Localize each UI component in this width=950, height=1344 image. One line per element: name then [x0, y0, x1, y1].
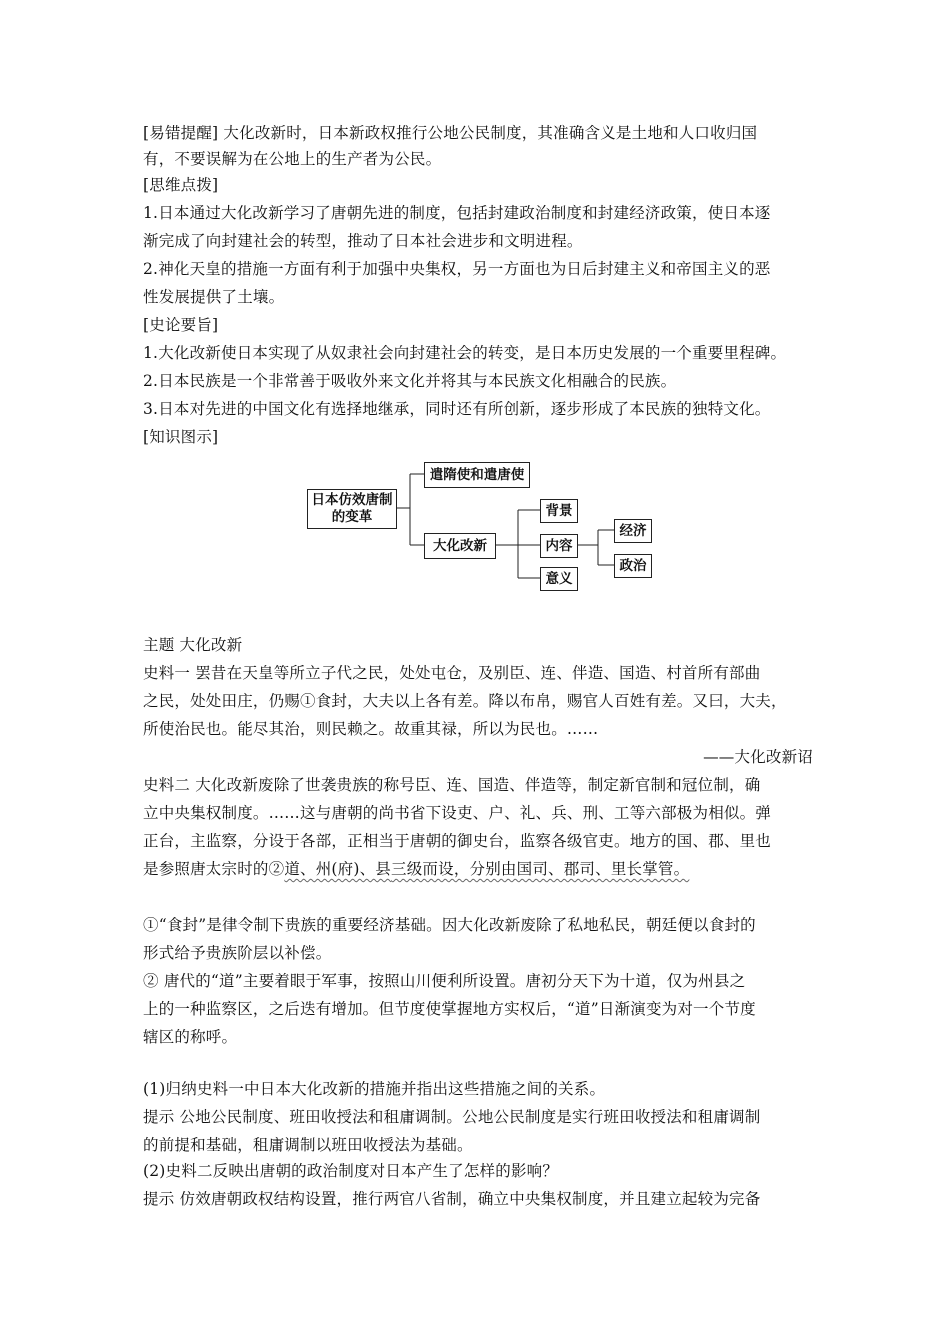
topic-title: 主题 大化改新: [143, 636, 243, 654]
knowledge-heading: [知识图示]: [143, 428, 219, 446]
diagram-content-box: 内容: [540, 534, 578, 558]
question-two: (2)史料二反映出唐朝的政治制度对日本产生了怎样的影响？: [143, 1162, 559, 1180]
note-two-line-2: 上的一种监察区，之后迭有增加。但节度使掌握地方实权后，“道”日渐演变为对一个节度: [143, 1000, 756, 1018]
thinking-point-1b: 渐完成了向封建社会的转型，推动了日本社会进步和文明进程。: [143, 232, 583, 250]
thinking-point-1a: 1.日本通过大化改新学习了唐朝先进的制度，包括封建政治制度和封建经济政策，使日本逐: [143, 204, 771, 222]
source-two-line-4: [143, 856, 813, 882]
source-one-line-3: 所使治民也。能尽其治，则民赖之。故重其禄，所以为民也。……: [143, 720, 599, 738]
diagram-taika-reform-box: 大化改新: [424, 533, 496, 559]
source-one-line-2: 之民，处处田庄，仍赐①食封，大夫以上各有差。降以布帛，赐官人百姓有差。又曰，大夫，: [143, 692, 787, 710]
thinking-point-2a: 2.神化天皇的措施一方面有利于加强中央集权，另一方面也为日后封建主义和帝国主义的恶: [143, 260, 771, 278]
source-two-line-2: 立中央集权制度。……这与唐朝的尚书省下设吏、户、礼、兵、刑、工等六部极为相似。弹: [143, 804, 772, 822]
answer-one-line-1: 提示 公地公民制度、班田收授法和租庸调制。公地公民制度是实行班田收授法和租庸调制: [143, 1108, 761, 1126]
diagram-meaning-box: 意义: [540, 567, 578, 591]
thinking-point-2b: 性发展提供了土壤。: [143, 288, 285, 306]
diagram-economy-box: 经济: [614, 519, 652, 543]
history-point-3: 3.日本对先进的中国文化有选择地继承，同时还有所创新，逐步形成了本民族的独特文化。: [143, 400, 771, 418]
history-point-1: 1.大化改新使日本实现了从奴隶社会向封建社会的转变，是日本历史发展的一个重要里程碑。: [143, 344, 787, 362]
thinking-heading: [思维点拨]: [143, 176, 219, 194]
source-two-line-1: 史料二 大化改新废除了世袭贵族的称号臣、连、国造、伴造等，制定新官制和冠位制，确: [143, 776, 761, 794]
diagram-background-box: 背景: [540, 499, 578, 523]
diagram-root-box: 日本仿效唐制的变革: [307, 489, 397, 529]
source-two-line-4-end: 三级而设，分别由国司、郡司、里长掌管。: [391, 860, 690, 878]
diagram-envoys-box: 遣隋使和遣唐使: [424, 462, 530, 488]
error-tip-line-2: 有，不要误解为在公地上的生产者为公民。: [143, 150, 442, 168]
question-one: (1)归纳史料一中日本大化改新的措施并指出这些措施之间的关系。: [143, 1080, 606, 1098]
source-two-line-4-start: 是参照唐太宗时的②: [143, 860, 285, 878]
note-one-line-1: ①“食封”是律令制下贵族的重要经济基础。因大化改新废除了私地私民，朝廷便以食封的: [143, 916, 756, 934]
history-point-2: 2.日本民族是一个非常善于吸收外来文化并将其与本民族文化相融合的民族。: [143, 372, 677, 390]
diagram-politics-box: 政治: [614, 554, 652, 578]
note-one-line-2: 形式给予贵族阶层以补偿。: [143, 944, 332, 962]
answer-two-line-1: 提示 仿效唐朝政权结构设置，推行两官八省制，确立中央集权制度，并且建立起较为完备: [143, 1190, 761, 1208]
note-two-line-3: 辖区的称呼。: [143, 1028, 238, 1046]
source-one-line-1: 史料一 罢昔在天皇等所立子代之民，处处屯仓，及别臣、连、伴造、国造、村首所有部曲: [143, 664, 761, 682]
source-two-wavy-term: 道、州(府)、县: [284, 860, 392, 878]
error-tip-line-1: [易错提醒] 大化改新时，日本新政权推行公地公民制度，其准确含义是土地和人口收归国: [143, 124, 758, 142]
note-two-line-1: ② 唐代的“道”主要着眼于军事，按照山川便利所设置。唐初分天下为十道，仅为州县之: [143, 972, 746, 990]
source-two-line-3: 正台，主监察，分设于各部，正相当于唐朝的御史台，监察各级官吏。地方的国、郡、里也: [143, 832, 772, 850]
answer-one-line-2: 的前提和基础，租庸调制以班田收授法为基础。: [143, 1136, 473, 1154]
source-one-citation: ——大化改新诏: [703, 748, 813, 766]
history-heading: [史论要旨]: [143, 316, 219, 334]
